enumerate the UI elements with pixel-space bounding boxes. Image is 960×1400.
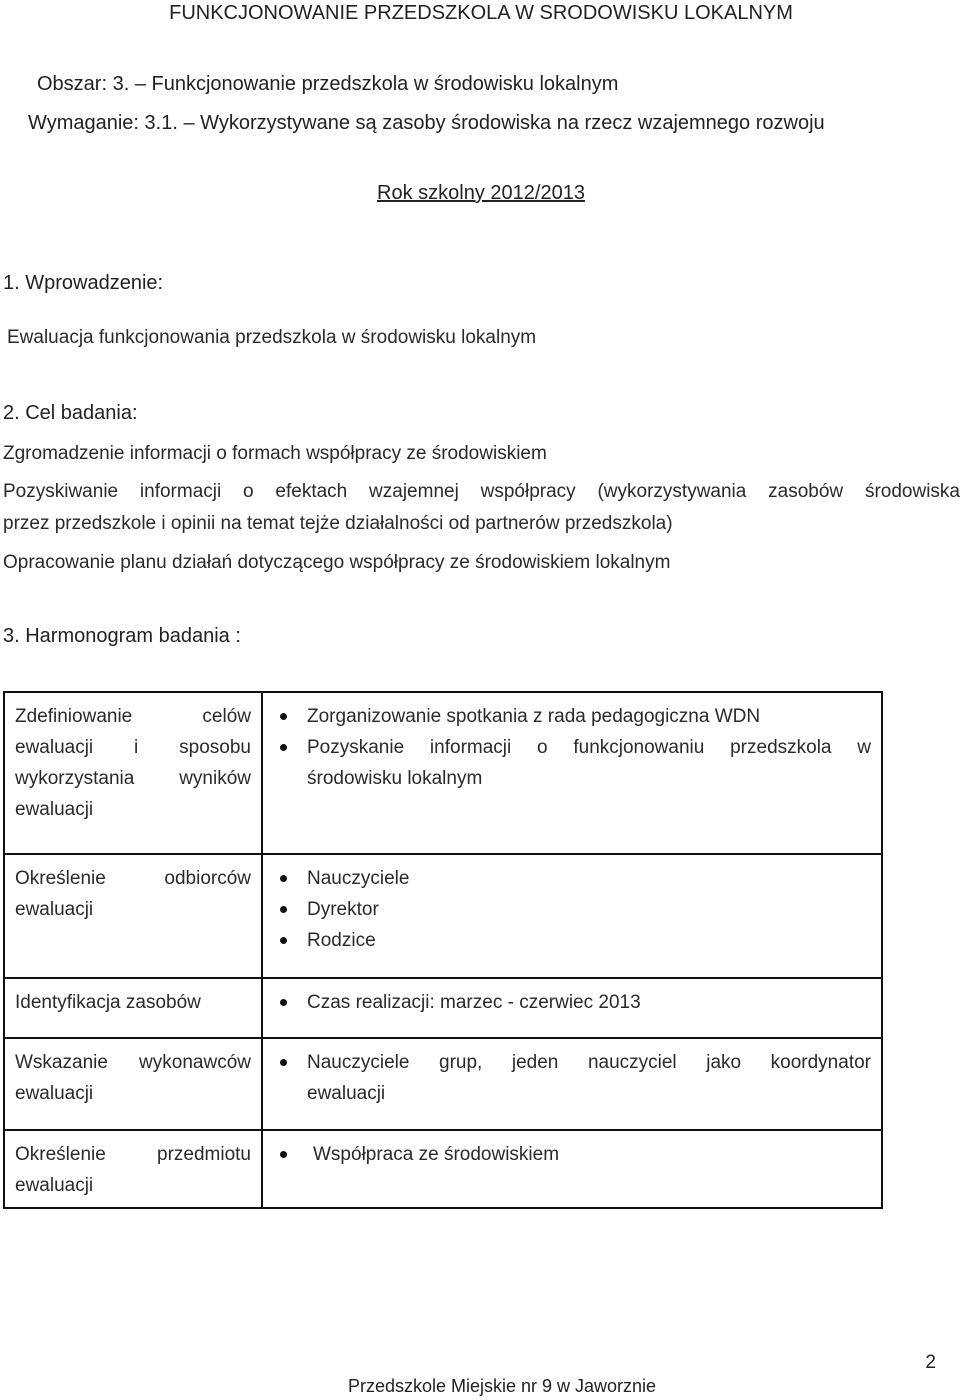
page-number: 2 [925, 1352, 936, 1373]
table-row [4, 978, 882, 1038]
table-cell-label [4, 1130, 262, 1208]
intro-text: Ewaluacja funkcjonowania przedszkola w środowisku lokalnym [7, 327, 537, 348]
list-item: Pozyskanie informacji o funkcjonowaniu przedszkola w środowisku lokalnym [273, 732, 871, 794]
table-cell-label [4, 854, 262, 978]
cell-text: Określenie przedmiotu [15, 1144, 251, 1165]
cell-text: ewaluacji [15, 1175, 94, 1196]
list-item: Dyrektor [273, 894, 871, 925]
table-cell-label [4, 692, 262, 854]
table-cell-content [262, 692, 882, 854]
table-cell-content [262, 1130, 882, 1208]
table-cell-content [262, 1038, 882, 1130]
list-item: Zorganizowanie spotkania z rada pedagogiczna WDN [273, 701, 871, 732]
footer-institution: Przedszkole Miejskie nr 9 w Jaworznie [347, 1376, 657, 1396]
table-cell-label [4, 1038, 262, 1130]
school-year: Rok szkolny 2012/2013 [377, 182, 585, 204]
table-cell-content [262, 854, 882, 978]
goal-item-1: Zgromadzenie informacji o formach współpracy ze środowiskiem [3, 443, 547, 464]
cell-text: ewaluacji [15, 899, 94, 920]
table-cell-label [4, 978, 262, 1038]
goal-item-2-line-2: przez przedszkole i opinii na temat tejże działalności od partnerów przedszkola) [3, 513, 673, 534]
cell-text: Określenie odbiorców [15, 868, 251, 889]
table-row [4, 1038, 882, 1130]
cell-text: wykorzystania wyników [15, 768, 251, 789]
goal-item-3: Opracowanie planu działań dotyczącego współpracy ze środowiskiem lokalnym [3, 552, 671, 573]
table-row [4, 854, 882, 978]
cell-text: ewaluacji [15, 1083, 94, 1104]
schedule-table [3, 691, 883, 1209]
intro-heading: 1. Wprowadzenie: [3, 272, 164, 294]
table-row [4, 692, 882, 854]
list-item: Nauczyciele grup, jeden nauczyciel jako koordynator ewaluacji [273, 1047, 871, 1109]
schedule-heading: 3. Harmonogram badania : [3, 625, 241, 647]
list-item: Czas realizacji: marzec - czerwiec 2013 [273, 987, 871, 1018]
cell-text: ewaluacji [15, 799, 94, 820]
goal-item-2-line-1: Pozyskiwanie informacji o efektach wzajemnej współpracy (wykorzystywania zasobów środowiska [3, 481, 960, 502]
cell-text: Zdefiniowanie celów [15, 706, 251, 727]
table-cell-content [262, 978, 882, 1038]
requirement-line: Wymaganie: 3.1. – Wykorzystywane są zasoby środowiska na rzecz wzajemnego rozwoju [28, 112, 825, 134]
table-row [4, 1130, 882, 1208]
list-item: Rodzice [273, 925, 871, 956]
area-line: Obszar: 3. – Funkcjonowanie przedszkola w środowisku lokalnym [37, 73, 619, 95]
cell-text: ewaluacji i sposobu [15, 737, 251, 758]
cell-text: Identyfikacja zasobów [15, 992, 201, 1013]
list-item: Współpraca ze środowiskiem [273, 1139, 871, 1170]
goal-heading: 2. Cel badania: [3, 402, 138, 424]
list-item: Nauczyciele [273, 863, 871, 894]
page-title: FUNKCJONOWANIE PRZEDSZKOLA W SRODOWISKU LOKALNYM [169, 2, 793, 24]
cell-text: Wskazanie wykonawców [15, 1052, 251, 1073]
